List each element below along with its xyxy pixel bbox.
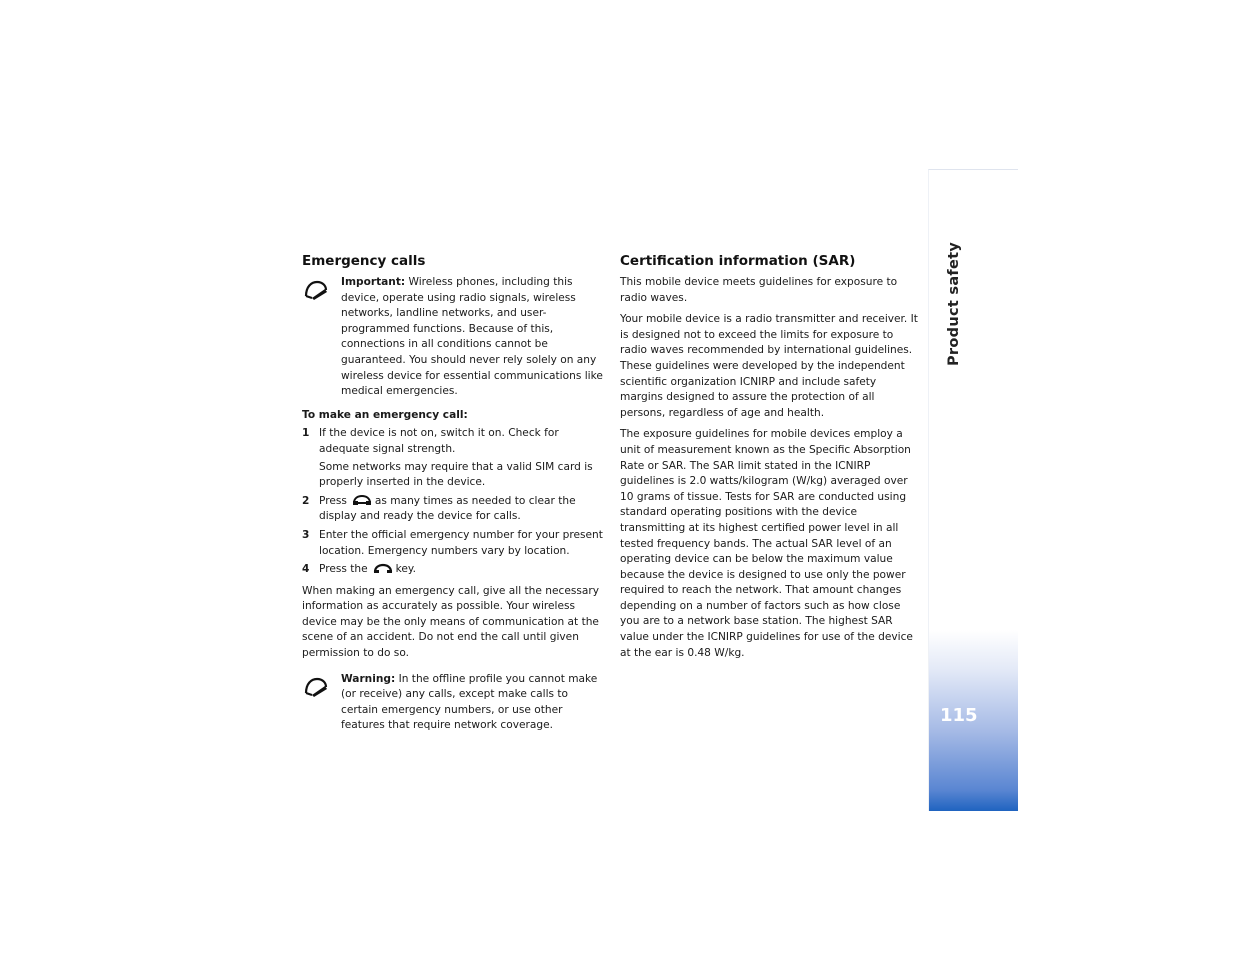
step-number: 4 (302, 563, 310, 576)
step-number: 1 (302, 427, 310, 440)
step-text: If the device is not on, switch it on. Check for adequate signal strength. (319, 427, 559, 455)
page-number: 115 (940, 705, 978, 726)
section-title: Product safety (946, 241, 962, 366)
sar-paragraph: This mobile device meets guidelines for exposure to radio waves. (620, 276, 898, 304)
warning-text: In the offline profile you cannot make (or receive) any calls, except make calls to certain emergency numbers, or use other features that require network coverage. (341, 672, 598, 732)
step-2 (302, 494, 605, 525)
step-text-after: as many times as needed to clear the display and ready the device for calls. (319, 494, 576, 523)
step-text-before: Press the (319, 563, 368, 576)
sar-paragraph: Your mobile device is a radio transmitter and receiver. It is designed not to exceed the limits for exposure to radio waves recommended by international guidelines. These guidelines were developed by the independent scientific organization ICNIRP and include safety margins designed to assure the protection of all persons, regardless of age and health. (620, 313, 918, 419)
step-3 (302, 528, 605, 559)
warning-label: Warning: (341, 672, 396, 685)
sar-column (620, 253, 920, 667)
important-label: Important: (341, 276, 406, 288)
step-1 (302, 426, 605, 490)
step-text-after: key. (395, 563, 417, 576)
pen-note-icon (303, 277, 329, 301)
step-number: 3 (302, 528, 310, 541)
call-key-icon (373, 562, 393, 574)
warning-note (302, 672, 605, 734)
sar-heading: Certification information (SAR) (620, 253, 856, 269)
important-text: Wireless phones, including this device, operate using radio signals, wireless networks, landline networks, and user-programmed functions. Because of this, connections in all conditions cannot be guaranteed. You should never rely solely on any wireless device for essential communications like medical emergencies. (341, 276, 603, 398)
step-4 (302, 562, 605, 578)
emergency-calls-heading: Emergency calls (302, 253, 426, 269)
step-number: 2 (302, 494, 310, 507)
end-key-icon (352, 494, 372, 506)
important-note (302, 275, 605, 400)
pen-note-icon (303, 674, 329, 698)
step-extra-text: Some networks may require that a valid SIM card is properly inserted in the device. (319, 460, 593, 489)
emergency-paragraph: When making an emergency call, give all the necessary information as accurately as possible. Your wireless device may be the only means of communication at the scene of an accident. Do not end the call until given permission to do so. (302, 584, 599, 660)
sar-paragraph: The exposure guidelines for mobile devices employ a unit of measurement known as the Specific Absorption Rate or SAR. The SAR limit stated in the ICNIRP guidelines is 2.0 watts/kilogram (W/kg) averaged over 10 grams of tissue. Tests for SAR are conducted using standard operating positions with the device transmitting at its highest certified power level in all tested frequency bands. The actual SAR level of an operating device can be below the maximum value because the device is designed to use only the power required to reach the network. That amount changes depending on a number of factors such as how close you are to a network base station. The highest SAR value under the ICNIRP guidelines for use of the device at the ear is 0.48 W/kg. (620, 428, 913, 659)
howto-heading: To make an emergency call: (302, 408, 468, 421)
step-text-before: Press (319, 494, 347, 507)
emergency-calls-column (302, 253, 605, 740)
step-text: Enter the official emergency number for your present location. Emergency numbers vary by location. (319, 528, 603, 557)
